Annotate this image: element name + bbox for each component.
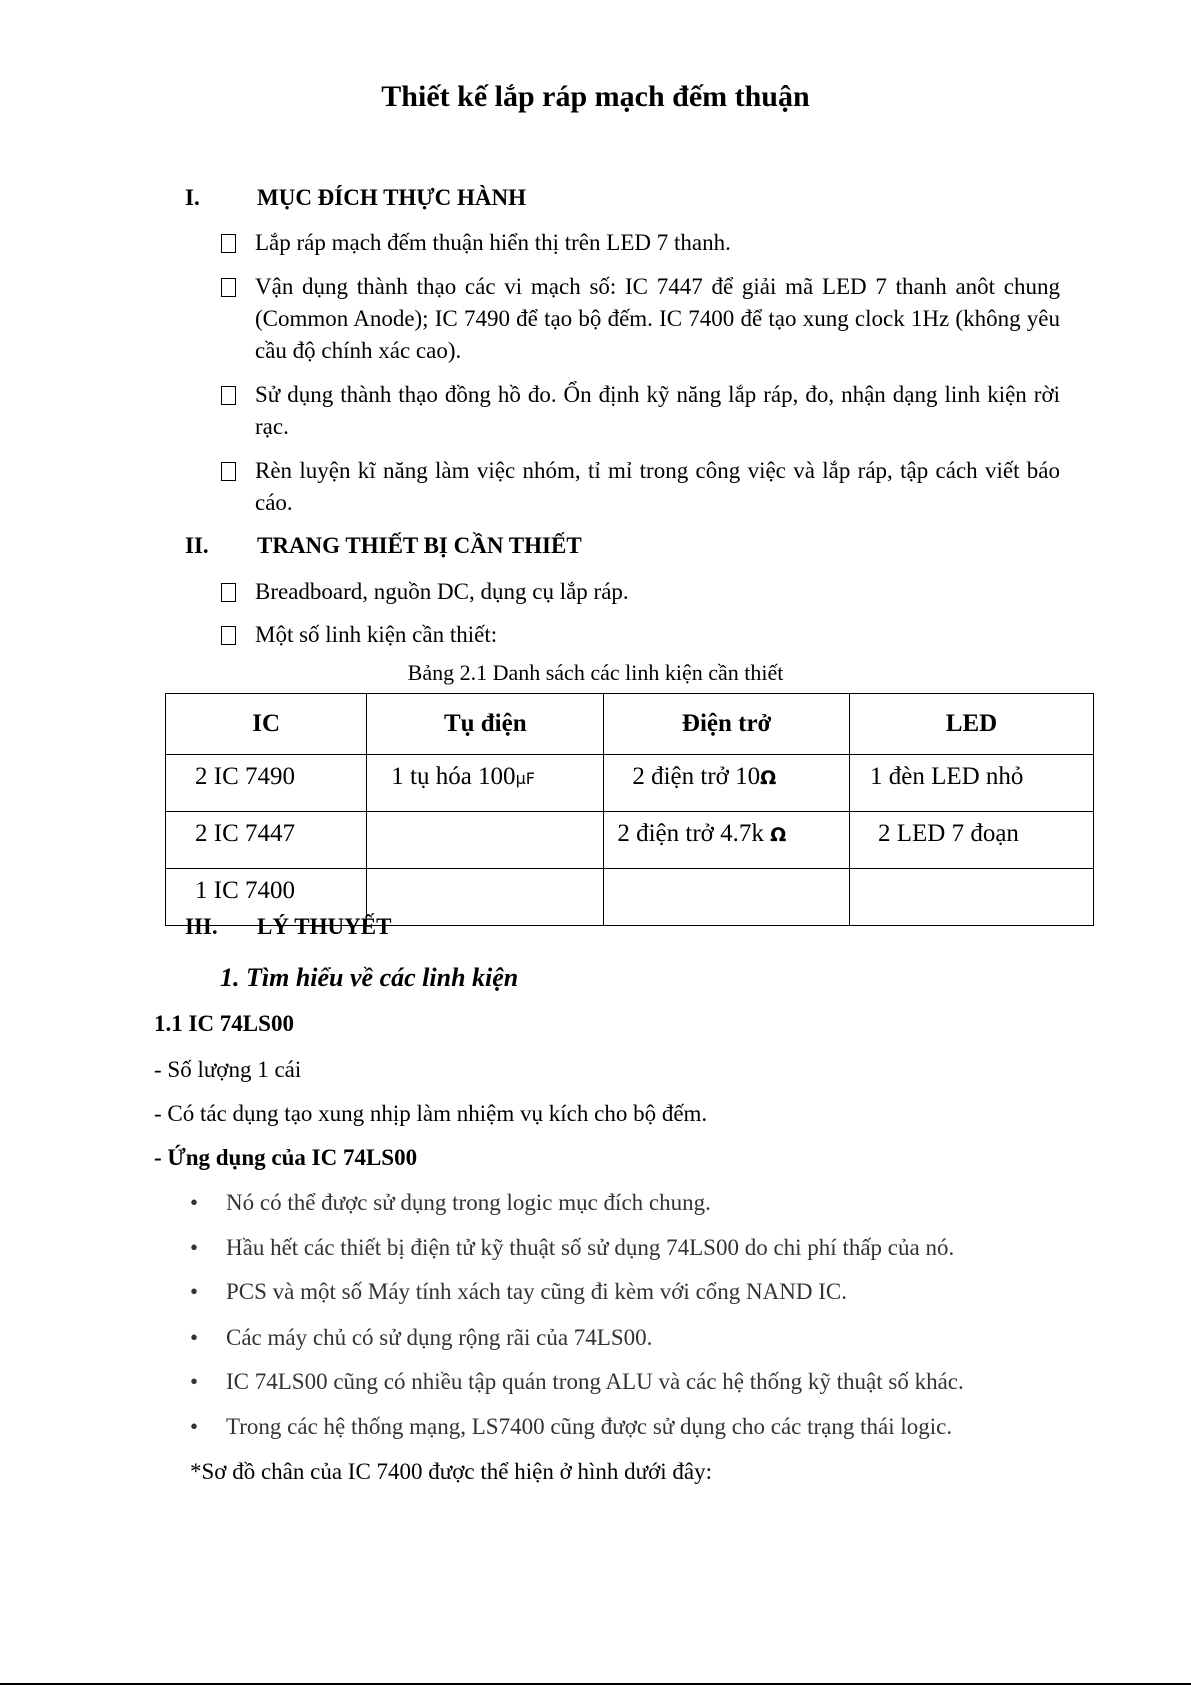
checkbox-glyph-icon [221, 583, 236, 602]
checkbox-glyph-icon [221, 234, 236, 253]
unit-microfarad: µF [515, 769, 535, 788]
section-title: TRANG THIẾT BỊ CẦN THIẾT [257, 533, 582, 558]
table-header-cell: Điện trở [604, 694, 850, 755]
unit-ohm: Ω [760, 767, 777, 789]
table-cell: 2 điện trở 10Ω [604, 755, 850, 812]
subsection-heading: 1. Tìm hiểu về các linh kiện [220, 963, 519, 992]
section-title: MỤC ĐÍCH THỰC HÀNH [257, 185, 526, 210]
bullet-icon: • [190, 1414, 199, 1439]
table-header-cell: Tụ điện [367, 694, 604, 755]
checkbox-glyph-icon [221, 386, 236, 405]
section-number: I. [185, 185, 200, 210]
table-header-cell: IC [166, 694, 367, 755]
text-line: - Có tác dụng tạo xung nhịp làm nhiệm vụ kích cho bộ đếm. [154, 1101, 708, 1126]
page-title: Thiết kế lắp ráp mạch đếm thuận [381, 80, 810, 113]
text-line: - Ứng dụng của IC 74LS00 [154, 1145, 418, 1170]
section-title: LÝ THUYẾT [257, 914, 392, 939]
bullet-icon: • [190, 1190, 199, 1215]
table-cell: 2 IC 7447 [166, 812, 367, 869]
table-cell [849, 869, 1093, 926]
table-cell [367, 869, 604, 926]
table-caption: Bảng 2.1 Danh sách các linh kiện cần thiết [407, 660, 784, 685]
table-cell: 1 IC 7400 [166, 869, 367, 926]
checkbox-glyph-icon [221, 462, 236, 481]
ic-heading: 1.1 IC 74LS00 [154, 1011, 294, 1036]
table-cell: 1 đèn LED nhỏ [849, 755, 1093, 812]
table-cell: 2 IC 7490 [166, 755, 367, 812]
table-cell: 1 tụ hóa 100µF [367, 755, 604, 812]
bullet-icon: • [190, 1279, 199, 1304]
table-row [166, 812, 1094, 869]
table-cell [367, 812, 604, 869]
unit-ohm: Ω [770, 824, 787, 846]
bullet-icon: • [190, 1325, 199, 1350]
table-header-cell: LED [849, 694, 1093, 755]
table-cell: 2 điện trở 4.7k Ω [604, 812, 850, 869]
checkbox-glyph-icon [221, 278, 236, 297]
components-table [165, 693, 1094, 926]
table-cell [604, 869, 850, 926]
table-cell: 2 LED 7 đoạn [849, 812, 1093, 869]
diagram-note: *Sơ đồ chân của IC 7400 được thể hiện ở hình dưới đây: [190, 1459, 712, 1484]
table-row [166, 755, 1094, 812]
bullet-icon: • [190, 1369, 199, 1394]
bullet-icon: • [190, 1235, 199, 1260]
table-header-row [166, 694, 1094, 755]
text-line: - Số lượng 1 cái [154, 1057, 302, 1082]
checkbox-glyph-icon [221, 626, 236, 645]
section-number: II. [185, 533, 209, 558]
section-number: III. [185, 914, 218, 939]
